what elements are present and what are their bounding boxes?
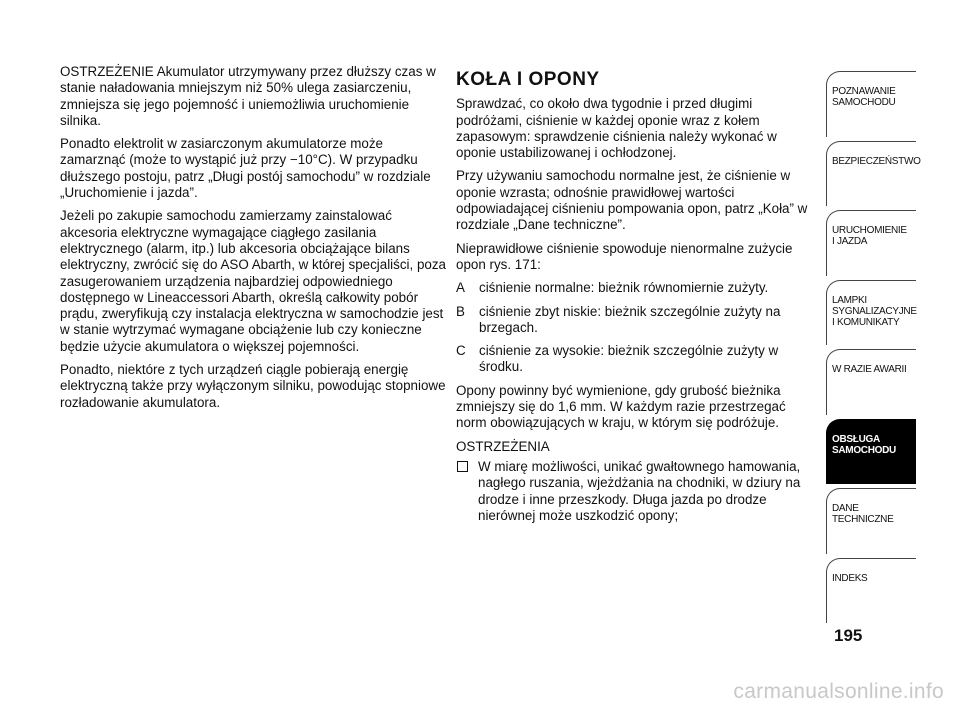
list-item bbox=[456, 343, 810, 376]
left-column bbox=[60, 64, 446, 418]
paragraph-power-draw: Ponadto, niektóre z tych urządzeń ciągle pobierają energię elektryczną także przy wyłączonym silniku, powodując stopniowe rozładowanie akumulatora. bbox=[60, 362, 446, 410]
paragraph-accessories: Jeżeli po zakupie samochodu zamierzamy zainstalować akcesoria elektryczne wymagające ciągłego zasilania elektrycznego (alarm, itp.) lub akcesoria obciążające bilans elektryczny, zwrócić się do ASO Abarth, w której specjaliści, poza zasugerowaniem urządzenia najbardziej odpowiedniego dostępnego w Lineaccessori Abarth, określą całkowity pobór prądu, zweryfikują czy instalacja elektryczna w samochodzie jest w stanie wytrzymać wymagane obciążenie lub czy konieczne będzie użycie akumulatora o większej pojemności. bbox=[60, 208, 446, 354]
list-item bbox=[456, 280, 810, 296]
paragraph-electrolyte: Ponadto elektrolit w zasiarczonym akumulatorze może zamarznąć (może to wystąpić już przy −10°C). W przypadku dłuższego postoju, patrz „Długi postój samochodu” w rozdziale „Uruchomienie i jazda”. bbox=[60, 136, 431, 201]
list-item-label: A bbox=[456, 280, 465, 296]
tab-poznawanie-samochodu[interactable] bbox=[826, 71, 916, 137]
warning-item-text: W miarę możliwości, unikać gwałtownego hamowania, nagłego ruszania, wjeżdżania na chodniki, w dziury na drodze i inne przeszkody. Długa jazda po drodze nierównej może uszkodzić opony; bbox=[478, 458, 801, 523]
list-item bbox=[456, 304, 810, 337]
tab-label: URUCHOMIENIE I JAZDA bbox=[832, 225, 907, 247]
tab-label: DANE TECHNICZNE bbox=[832, 503, 894, 525]
right-column bbox=[456, 64, 810, 524]
watermark: carmanualsonline.info bbox=[733, 680, 944, 703]
tab-label: BEZPIECZEŃSTWO bbox=[832, 155, 921, 167]
paragraph-battery-warning: OSTRZEŻENIE Akumulator utrzymywany przez dłuższy czas w stanie naładowania mniejszym niż 50% ulega zasiarczeniu, zmniejsza się jego pojemność i uniemożliwia uruchomienie silnika. bbox=[60, 64, 436, 128]
tab-label: INDEKS bbox=[832, 572, 868, 584]
tab-w-razie-awarii[interactable] bbox=[826, 349, 916, 415]
warnings-heading: OSTRZEŻENIA bbox=[456, 438, 550, 454]
list-item-label: B bbox=[456, 303, 465, 319]
tab-indeks[interactable] bbox=[826, 558, 916, 624]
warning-item bbox=[456, 459, 810, 524]
checkbox-bullet-icon bbox=[457, 461, 468, 472]
tab-uruchomienie-i-jazda[interactable] bbox=[826, 210, 916, 276]
tab-label: LAMPKI SYGNALIZACYJNE I KOMUNIKATY bbox=[832, 294, 917, 328]
list-item-text: ciśnienie zbyt niskie: bieżnik szczególnie zużyty na brzegach. bbox=[479, 303, 781, 335]
list-item-text: ciśnienie normalne: bieżnik równomiernie zużyty. bbox=[479, 280, 769, 296]
tab-label: W RAZIE AWARII bbox=[832, 364, 907, 375]
list-item-label: C bbox=[456, 343, 466, 359]
chapter-tabs bbox=[826, 71, 921, 627]
tab-lampki-sygnalizacyjne[interactable] bbox=[826, 280, 916, 346]
paragraph-tread-depth: Opony powinny być wymienione, gdy grubość bieżnika zmniejszy się do 1,6 mm. W każdym razie przestrzegać norm obowiązujących w kraju, w którym się podróżuje. bbox=[456, 382, 786, 431]
tab-label: POZNAWANIE SAMOCHODU bbox=[832, 86, 896, 108]
paragraph-intro-2: Przy używaniu samochodu normalne jest, że ciśnienie w oponie wzrasta; odnośnie prawidłowej wartości odpowiadającej ciśnieniu pompowania opon, patrz „Koła” w rozdziale „Dane techniczne”. bbox=[456, 168, 808, 233]
tab-label: OBSŁUGA SAMOCHODU bbox=[832, 433, 896, 456]
list-item-text: ciśnienie za wysokie: bieżnik szczególnie zużyty w środku. bbox=[479, 343, 779, 375]
paragraph-intro-3: Nieprawidłowe ciśnienie spowoduje nienormalne zużycie opon rys. 171: bbox=[456, 240, 793, 272]
tab-bezpieczenstwo[interactable] bbox=[826, 141, 921, 207]
paragraph-intro-1: Sprawdzać, co około dwa tygodnie i przed długimi podróżami, ciśnienie w każdej oponie wraz z kołem zapasowym: sprawdzenie ciśnienia należy wykonać w oponie ustabilizowanej i ochłodzonej. bbox=[456, 96, 777, 161]
tab-obsluga-samochodu[interactable] bbox=[826, 419, 916, 485]
section-title: KOŁA I OPONY bbox=[456, 69, 600, 90]
tab-dane-techniczne[interactable] bbox=[826, 488, 916, 554]
page-number: 195 bbox=[834, 626, 863, 645]
